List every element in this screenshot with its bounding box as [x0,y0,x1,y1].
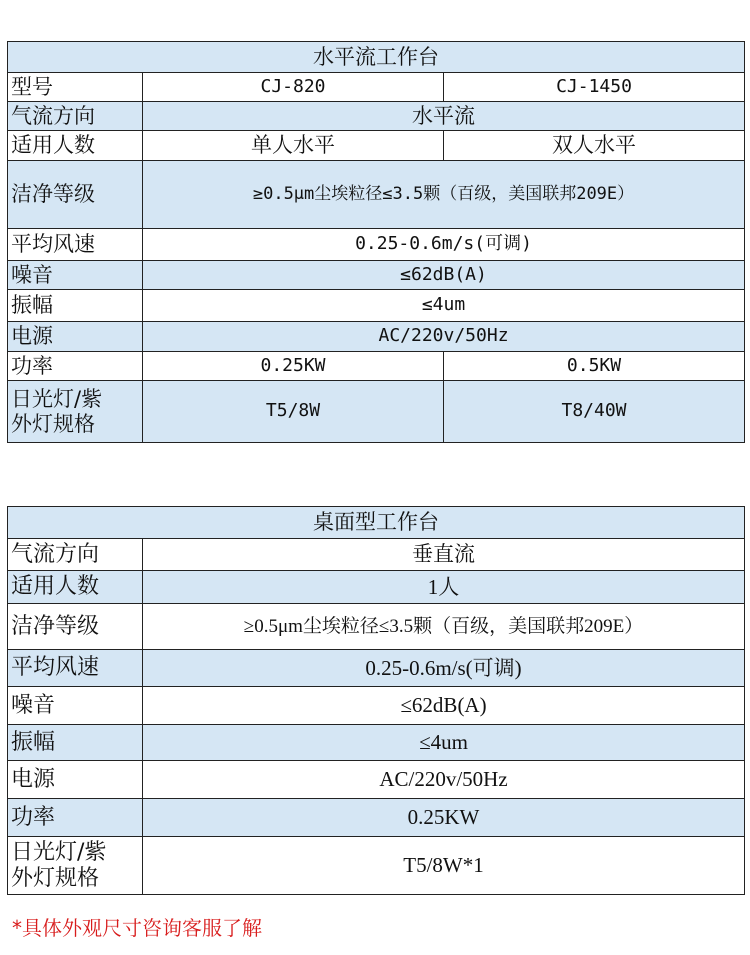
power-value: 0.25KW [143,799,745,837]
row-label-cleanliness: 洁净等级 [8,604,143,650]
airflow-value: 水平流 [143,102,745,131]
noise-value: ≤62dB(A) [143,687,745,725]
row-label-lamp-spec [8,837,143,895]
row-label-power: 功率 [8,799,143,837]
lamp-spec-label-line1: 日光灯/紫 [11,840,107,866]
wind-speed-value: 0.25-0.6m/s(可调) [143,229,745,261]
row-label-noise: 噪音 [8,687,143,725]
wind-speed-value: 0.25-0.6m/s(可调) [143,650,745,687]
row-label-vibration: 振幅 [8,290,143,322]
noise-value: ≤62dB(A) [143,261,745,290]
model-value-2: CJ-1450 [444,73,745,102]
lamp-spec-label-line2: 外灯规格 [11,411,95,436]
row-label-users: 适用人数 [8,571,143,604]
power-value-1: 0.25KW [143,352,444,381]
airflow-value: 垂直流 [143,539,745,571]
row-label-lamp-spec [8,381,143,443]
row-label-cleanliness: 洁净等级 [8,161,143,229]
desktop-spec-table [7,506,745,895]
row-label-power-supply: 电源 [8,322,143,352]
row-label-wind-speed: 平均风速 [8,229,143,261]
cleanliness-value: ≥0.5μm尘埃粒径≤3.5颗（百级，美国联邦209E） [143,604,745,650]
lamp-spec-value-2: T8/40W [444,381,745,443]
table-title: 桌面型工作台 [8,507,745,539]
vibration-value: ≤4um [143,725,745,761]
lamp-spec-value-1: T5/8W [143,381,444,443]
row-label-wind-speed: 平均风速 [8,650,143,687]
power-value-2: 0.5KW [444,352,745,381]
power-supply-value: AC/220v/50Hz [143,761,745,799]
vibration-value: ≤4um [143,290,745,322]
row-label-users: 适用人数 [8,131,143,161]
table-title: 水平流工作台 [8,42,745,73]
row-label-airflow: 气流方向 [8,102,143,131]
row-label-power-supply: 电源 [8,761,143,799]
users-value: 1人 [143,571,745,604]
lamp-spec-label-line1: 日光灯/紫 [11,387,103,412]
lamp-spec-value: T5/8W*1 [143,837,745,895]
horizontal-flow-spec-table [7,41,745,443]
cleanliness-value: ≥0.5μm尘埃粒径≤3.5颗（百级，美国联邦209E） [143,161,745,229]
row-label-airflow: 气流方向 [8,539,143,571]
consult-note: *具体外观尺寸咨询客服了解 [12,916,262,940]
row-label-vibration: 振幅 [8,725,143,761]
users-value-2: 双人水平 [444,131,745,161]
row-label-power: 功率 [8,352,143,381]
row-label-noise: 噪音 [8,261,143,290]
model-value-1: CJ-820 [143,73,444,102]
power-supply-value: AC/220v/50Hz [143,322,745,352]
users-value-1: 单人水平 [143,131,444,161]
lamp-spec-label-line2: 外灯规格 [11,865,100,891]
row-label-model: 型号 [8,73,143,102]
